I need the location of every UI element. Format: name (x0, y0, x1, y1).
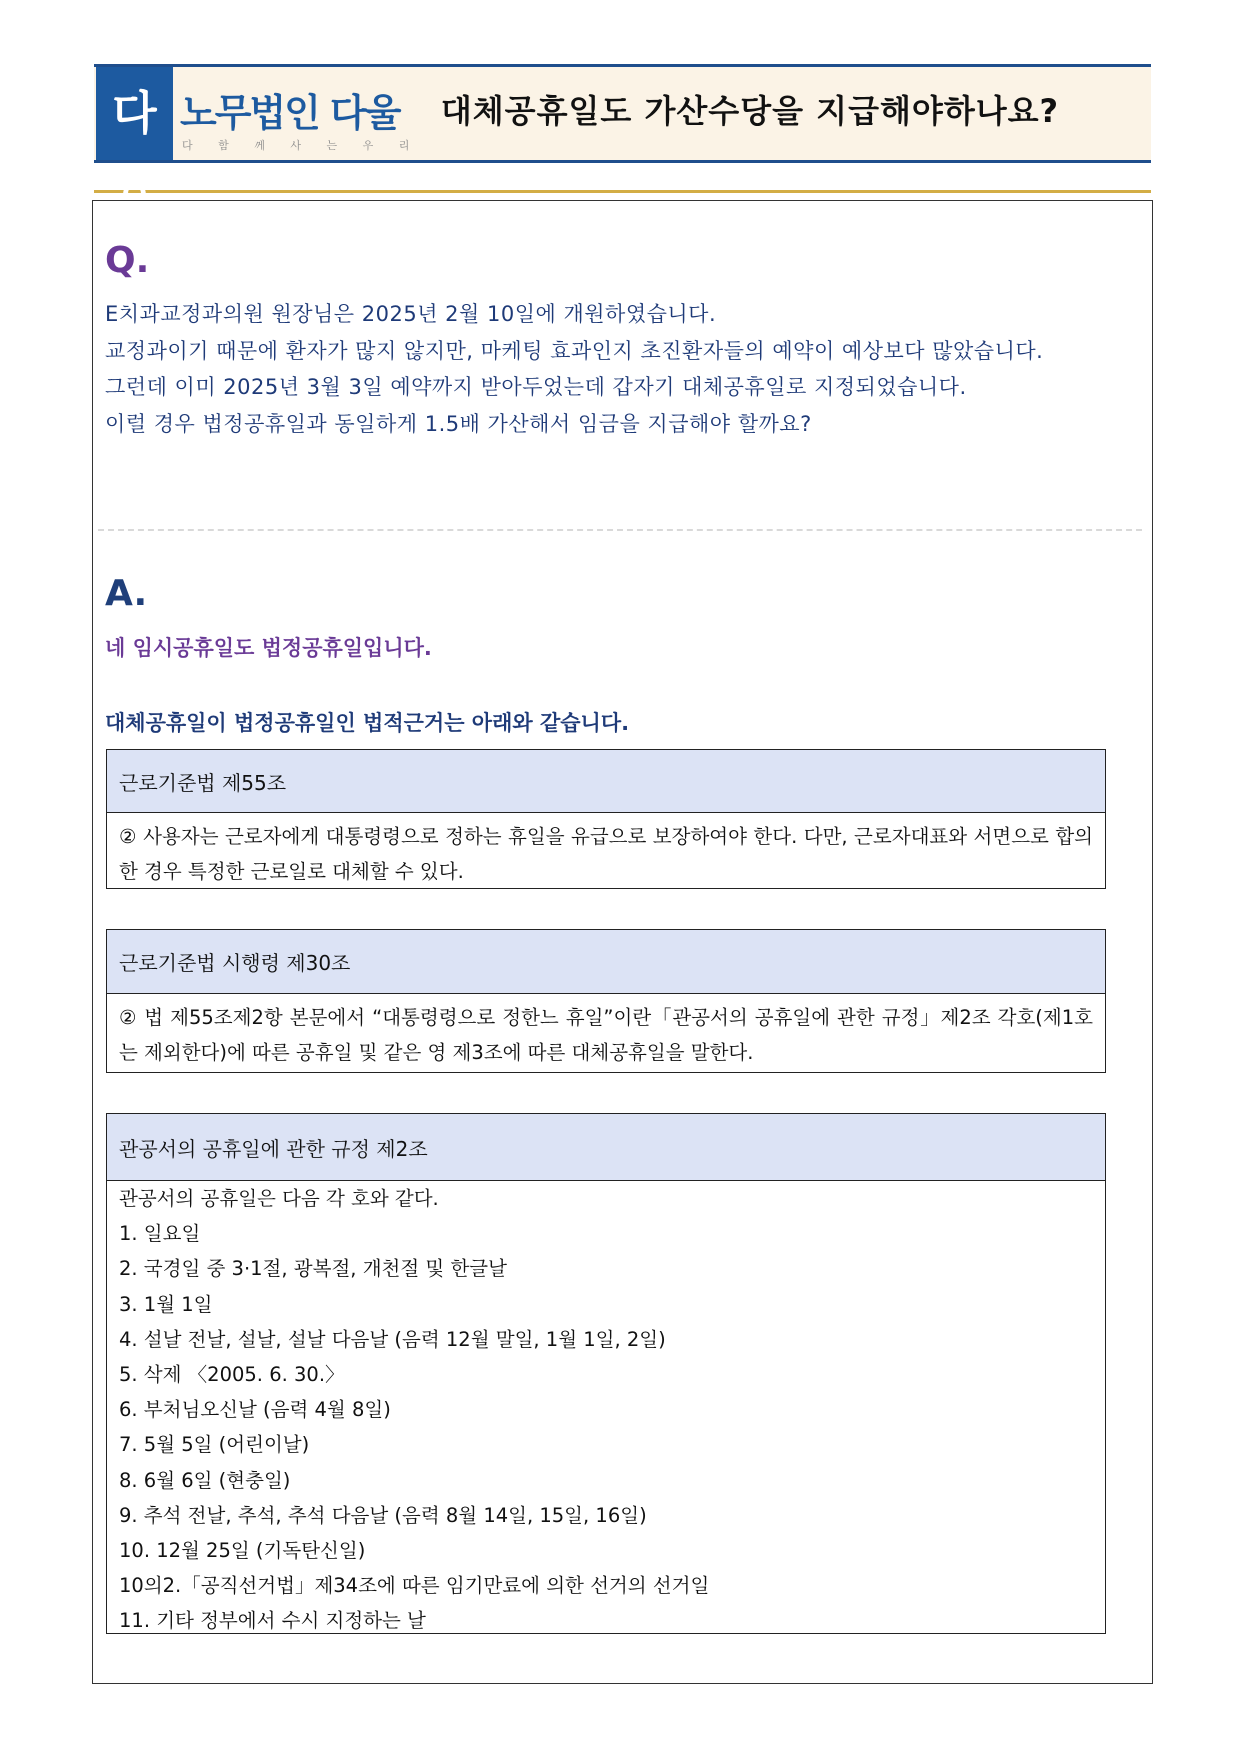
answer-marker: A. (105, 573, 148, 614)
law-item: 10. 12월 25일 (기독탄신일) (119, 1539, 366, 1563)
law-body (107, 1181, 1105, 1645)
header-divider (94, 160, 1151, 163)
answer-summary: 네 임시공휴일도 법정공휴일입니다. (105, 636, 432, 660)
question-line: 이럴 경우 법정공휴일과 동일하게 1.5배 가산해서 임금을 지급해야 할까요? (105, 411, 812, 436)
law-box-public-holidays-2 (106, 1113, 1106, 1634)
law-box-labor-standards-55 (106, 749, 1106, 889)
law-item: 1. 일요일 (119, 1222, 201, 1246)
question-line: 교정과이기 때문에 환자가 많지 않지만, 마케팅 효과인지 초진환자들의 예약이 예상보다 많았습니다. (105, 338, 1044, 363)
section-divider (98, 529, 1142, 531)
answer-basis-intro: 대체공휴일이 법정공휴일인 법적근거는 아래와 같습니다. (105, 711, 630, 735)
law-item: 2. 국경일 중 3·1절, 광복절, 개천절 및 한글날 (119, 1257, 507, 1281)
law-item: 7. 5월 5일 (어린이날) (119, 1433, 310, 1457)
page-title: 대체공휴일도 가산수당을 지급해야하나요? (440, 92, 1060, 130)
logo-mark: 다음 (96, 67, 173, 160)
gold-divider (94, 190, 1151, 193)
law-title: 관공서의 공휴일에 관한 규정 제2조 (107, 1114, 1105, 1181)
law-item: 11. 기타 정부에서 수시 지정하는 날 (119, 1609, 426, 1633)
law-item: 9. 추석 전날, 추석, 추석 다음날 (음력 8월 14일, 15일, 16일) (119, 1503, 647, 1527)
law-paragraph: ② 사용자는 근로자에게 대통령령으로 정하는 휴일을 유급으로 보장하여야 한다. 다만, 근로자대표와 서면으로 합의한 경우 특정한 근로일로 대체할 수 있다. (119, 825, 1093, 883)
law-item: 6. 부처님오신날 (음력 4월 8일) (119, 1398, 391, 1422)
law-item: 10의2.「공직선거법」제34조에 따른 임기만료에 의한 선거의 선거일 (119, 1574, 710, 1598)
law-title: 근로기준법 시행령 제30조 (107, 930, 1105, 994)
law-item: 관공서의 공휴일은 다음 각 호와 같다. (119, 1187, 439, 1210)
law-paragraph: ② 법 제55조제2항 본문에서 “대통령령으로 정한느 휴일”이란「관공서의 공휴일에 관한 규정」제2조 각호(제1호는 제외한다)에 따른 공휴일 및 같은 영 제3조에 따른 대체공휴일을 말한다. (119, 1006, 1093, 1064)
law-body (107, 994, 1105, 1076)
law-item: 5. 삭제 〈2005. 6. 30.〉 (119, 1363, 345, 1387)
law-item: 8. 6월 6일 (현충일) (119, 1468, 291, 1492)
question-line: 그런데 이미 2025년 3월 3일 예약까지 받아두었는데 갑자기 대체공휴일로 지정되었습니다. (105, 375, 967, 399)
logo-name: 노무법인 다울 (180, 91, 400, 135)
logo-tagline: 다 함 께 사 는 우 리 (182, 139, 421, 152)
question-line: E치과교정과의원 원장님은 2025년 2월 10일에 개원하였습니다. (105, 302, 717, 326)
law-box-enforcement-decree-30 (106, 929, 1106, 1073)
law-item: 3. 1월 1일 (119, 1292, 213, 1316)
question-text (105, 296, 1141, 442)
law-item: 4. 설날 전날, 설날, 설날 다음날 (음력 12월 말일, 1월 1일, 2일) (119, 1327, 666, 1351)
law-title: 근로기준법 제55조 (107, 750, 1105, 813)
question-marker: Q. (105, 240, 150, 281)
law-body (107, 813, 1105, 895)
